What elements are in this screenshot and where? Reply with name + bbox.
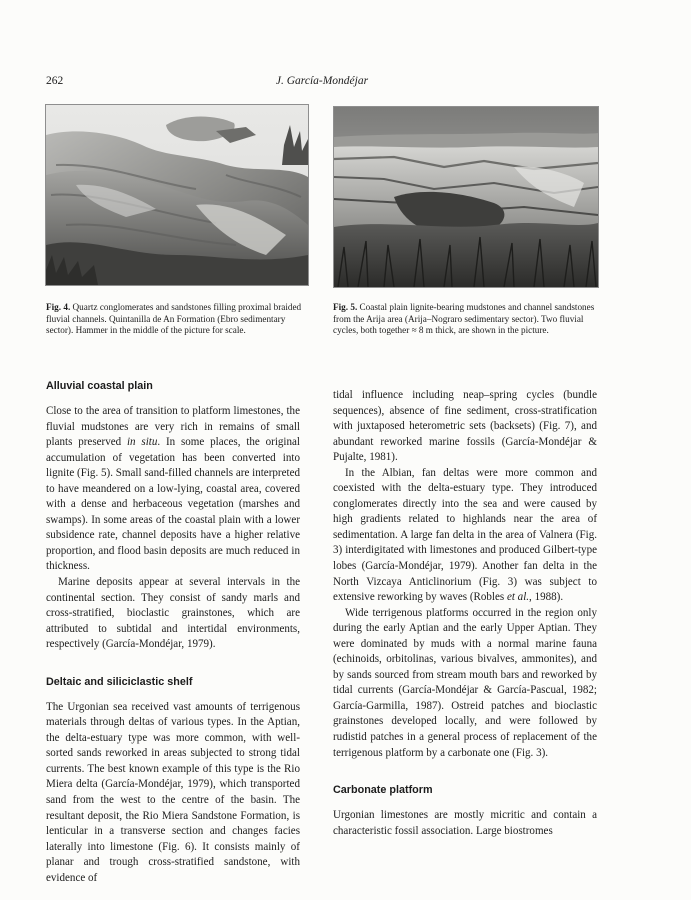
paragraph-deltaic-1: The Urgonian sea received vast amounts of terrigenous materials through deltas of various types. In the Aptian, the delta-estuary type was more common, with well-sorted sands reworked in areas subjected to strong tidal currents. The best known example of this type is the Rio Miera delta (García-Mondéjar, 1979), which transported sand from the west to the centre of the basin. The resultant deposit, the Rio Miera Sandstone Formation, is lenticular in a transverse section and changes facies laterally into limestone (Fig. 6). It consists mainly of planar and trough cross-stratified sandstone, with evidence of bbox=[46, 700, 300, 884]
text-run-italic: in situ bbox=[126, 436, 158, 449]
paragraph-alluvial-2: Marine deposits appear at several intervals in the continental section. They consist of sandy marls and cross-stratified, bioclastic grainstones, which are attributed to subtidal and intertidal environments, respectively (García-Mondéjar, 1979). bbox=[46, 576, 300, 651]
heading-deltaic-shelf: Deltaic and siliciclastic shelf bbox=[46, 675, 193, 688]
figure-5-caption bbox=[333, 302, 595, 337]
paragraph-albian bbox=[333, 466, 597, 606]
paragraph-deltaic-continued: tidal influence including neap–spring cycles (bundle sequences), absence of fine sediment, cross-stratification with juxtaposed heterometric sets (backsets) (Fig. 7), and abundant reworked marine fossils (García-Mondéjar & Pujalte, 1981). bbox=[333, 389, 597, 464]
page-header bbox=[46, 75, 598, 89]
heading-carbonate-platform: Carbonate platform bbox=[333, 784, 433, 797]
figure-4-caption-text: Quartz conglomerates and sandstones filling proximal braided fluvial channels. Quintanilla de An Formation (Ebro sedimentary sector). Hammer in the middle of the picture for scale. bbox=[46, 302, 302, 336]
text-run: . In some places, the original accumulation of vegetation has been converted into lignite (Fig. 5). Small sand-filled channels are interpreted to have meandered on a low-lying, coastal area, covered with a dense and herbaceous vegetation (marshes and swamps). In some areas of the coastal plain with a lower subsidence rate, channel deposits have a higher relative proportion, and flood basin deposits are much reduced in thickness. bbox=[46, 436, 300, 573]
heading-alluvial-coastal-plain: Alluvial coastal plain bbox=[46, 380, 153, 392]
paragraph-carbonate-1: Urgonian limestones are mostly micritic and contain a characteristic fossil association. Large biostromes bbox=[333, 809, 597, 837]
text-run-italic: et al. bbox=[506, 591, 530, 604]
paragraph-terrigenous-platforms: Wide terrigenous platforms occurred in the region only during the early Aptian and the early Upper Aptian. They were dominated by muds with a normal marine fauna (echinoids, orbitolinas, various bivalves, ammonites), and by sands sourced from stream mouth bars and reworked by tidal currents (García-Mondéjar & García-Pascual, 1982; García-Garmilla, 1987). Ostreid patches and bioclastic grainstones developed locally, and were followed by rudistid patches in a general process of replacement of the terrigenous platform by a carbonate one (Fig. 3). bbox=[333, 606, 597, 759]
paragraph-alluvial-1 bbox=[46, 404, 300, 575]
figure-4-label: Fig. 4. bbox=[46, 302, 71, 312]
text-run: In the Albian, fan deltas were more common and coexisted with the delta-estuary type. They introduced conglomerates directly into the sea and were caused by high gradients related to highlands near the area of sedimentation. A large fan delta in the area of Valnera (Fig. 3) interdigitated with limestones and produced Gilbert-type lobes (García-Mondéjar, 1979). Another fan delta in the North Vizcaya Anticlinorium (Fig. 3) was subject to extensive reworking by waves (Robles bbox=[333, 466, 597, 604]
running-head: J. García-Mondéjar bbox=[275, 75, 369, 87]
figure-5-photo bbox=[333, 106, 599, 288]
text-run: Close to the area of transition to platform limestones, the fluvial mudstones are very rich in remains of small plants preserved bbox=[46, 405, 300, 449]
figure-4-caption bbox=[46, 302, 302, 337]
right-column bbox=[333, 388, 597, 839]
figure-5-label: Fig. 5. bbox=[333, 302, 358, 312]
figure-4-image bbox=[46, 105, 308, 285]
left-column bbox=[46, 379, 300, 886]
page-number: 262 bbox=[46, 75, 64, 87]
figure-4-photo bbox=[45, 104, 309, 286]
figure-5-image bbox=[334, 107, 598, 287]
text-run: , 1988). bbox=[529, 591, 564, 604]
figure-5-caption-text: Coastal plain lignite-bearing mudstones and channel sandstones from the Arija area (Arija–Nograro sedimentary sector). Two fluvial cycles, both together ≈ 8 m thick, are shown in the picture. bbox=[333, 302, 595, 336]
